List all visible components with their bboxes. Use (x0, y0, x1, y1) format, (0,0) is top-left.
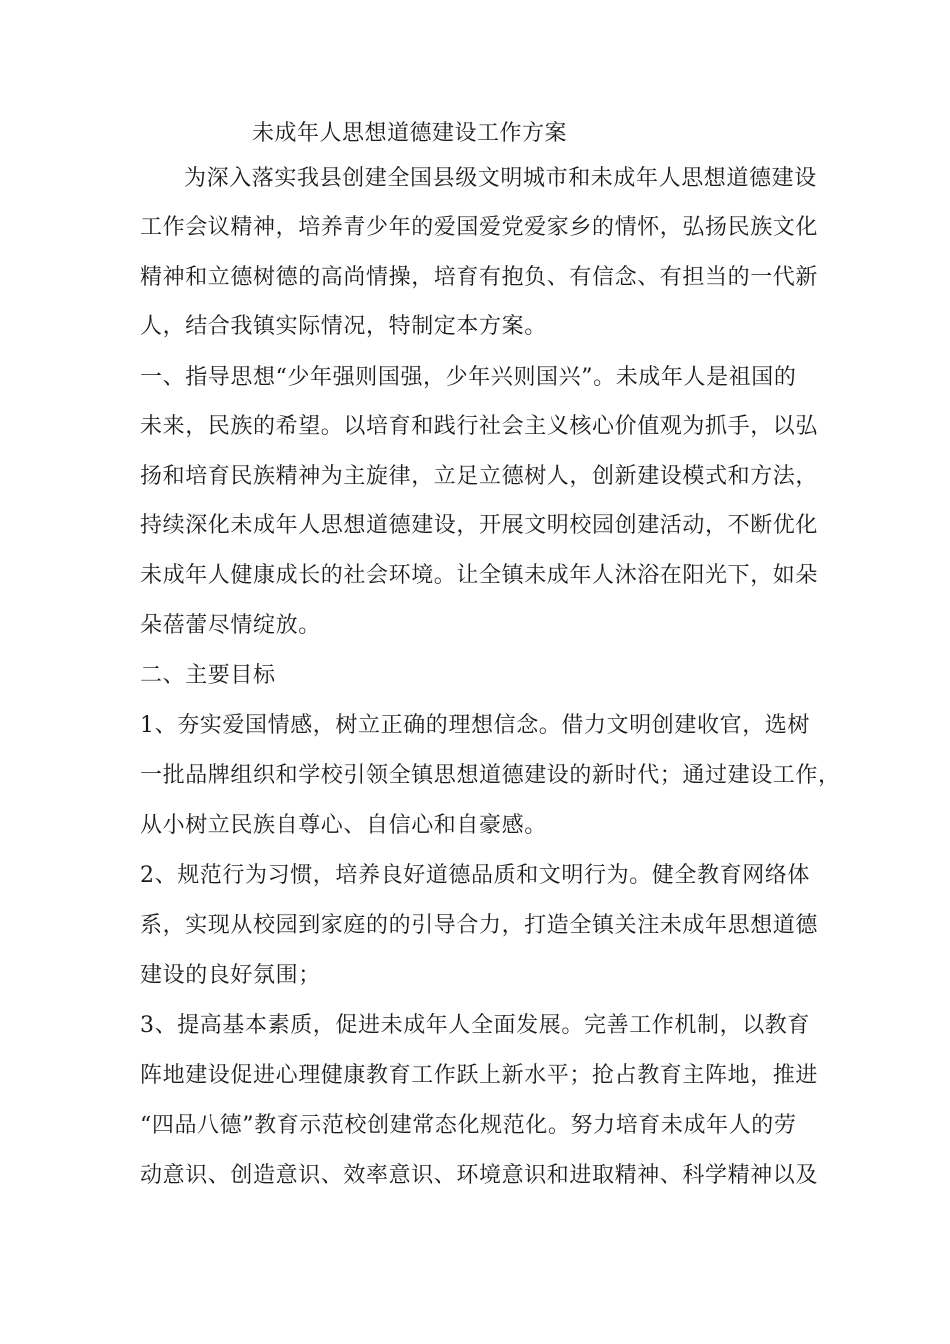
paragraph-line: 持续深化未成年人思想道德建设，开展文明校园创建活动，不断优化 (140, 513, 819, 538)
list-item-3: 3、提高基本素质，促进未成年人全面发展。完善工作机制，以教育 (140, 1013, 810, 1038)
paragraph-line: 系，实现从校园到家庭的的引导合力，打造全镇关注未成年思想道德 (140, 913, 819, 938)
paragraph-line: 未成年人健康成长的社会环境。让全镇未成年人沐浴在阳光下，如朵 (140, 563, 819, 588)
document-title: 未成年人思想道德建设工作方案 (252, 121, 568, 146)
paragraph-line: 扬和培育民族精神为主旋律，立足立德树人，创新建设模式和方法， (140, 464, 819, 489)
paragraph-line: “四品八德”教育示范校创建常态化规范化。努力培育未成年人的劳 (140, 1113, 797, 1138)
paragraph-line: 工作会议精神，培养青少年的爱国爱党爱家乡的情怀，弘扬民族文化 (140, 215, 819, 240)
section-heading-main-goals: 二、主要目标 (140, 663, 276, 688)
paragraph-line: 未来，民族的希望。以培育和践行社会主义核心价值观为抓手，以弘 (140, 414, 819, 439)
paragraph-line: 建设的良好氛围； (140, 963, 321, 988)
paragraph-line: 人，结合我镇实际情况，特制定本方案。 (140, 314, 547, 339)
section-heading-guiding-thought: 一、指导思想“少年强则国强，少年兴则国兴”。未成年人是祖国的 (140, 365, 797, 390)
paragraph-line: 从小树立民族自尊心、自信心和自豪感。 (140, 813, 547, 838)
list-item-2: 2、规范行为习惯，培养良好道德品质和文明行为。健全教育网络体 (140, 863, 810, 888)
paragraph-line: 一批品牌组织和学校引领全镇思想道德建设的新时代；通过建设工作， (140, 763, 841, 788)
paragraph-line: 为深入落实我县创建全国县级文明城市和未成年人思想道德建设 (184, 166, 817, 191)
list-item-1: 1、夯实爱国情感，树立正确的理想信念。借力文明创建收官，选树 (140, 713, 810, 738)
paragraph-line: 阵地建设促进心理健康教育工作跃上新水平；抢占教育主阵地，推进 (140, 1063, 819, 1088)
paragraph-line: 精神和立德树德的高尚情操，培育有抱负、有信念、有担当的一代新 (140, 265, 819, 290)
paragraph-line: 朵蓓蕾尽情绽放。 (140, 613, 321, 638)
paragraph-line: 动意识、创造意识、效率意识、环境意识和进取精神、科学精神以及 (140, 1163, 819, 1188)
